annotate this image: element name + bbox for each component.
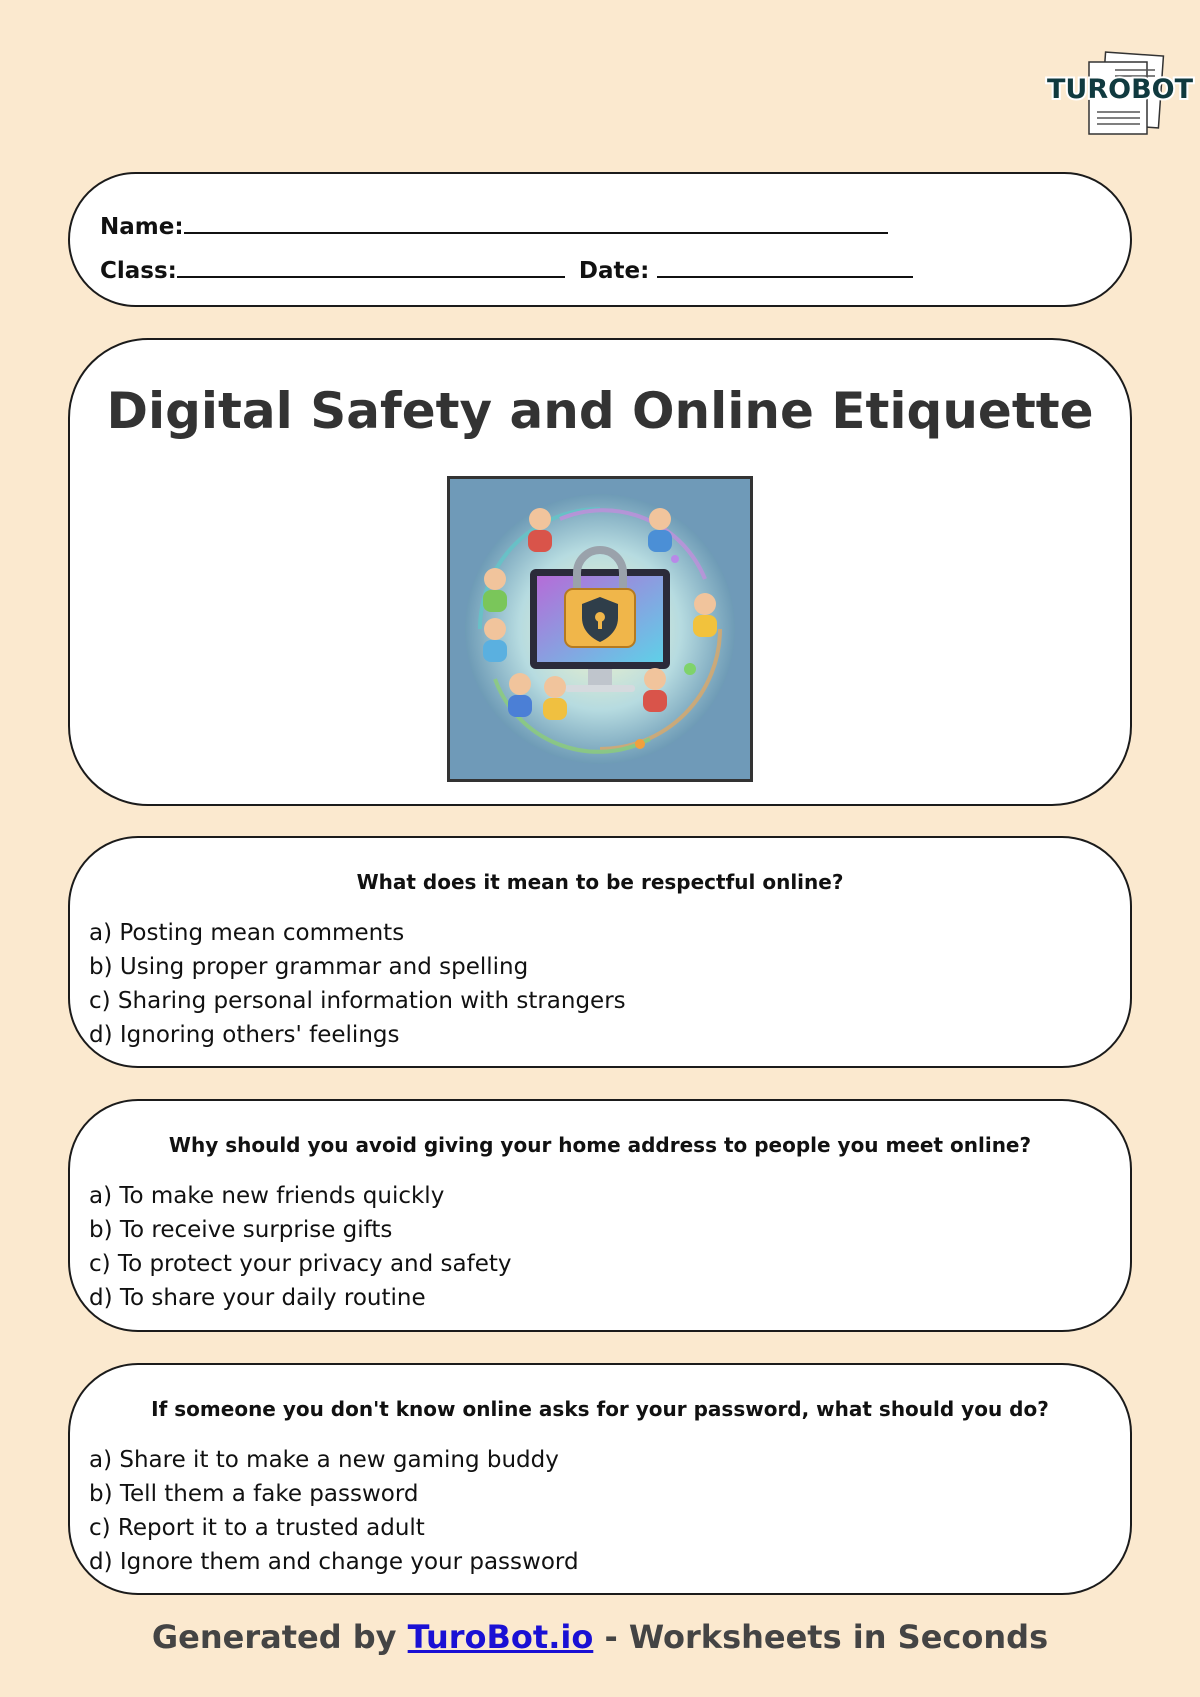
question-card-1	[68, 836, 1132, 1068]
option-a[interactable]: a) Share it to make a new gaming buddy	[89, 1447, 559, 1473]
option-d[interactable]: d) Ignore them and change your password	[89, 1549, 579, 1575]
name-line[interactable]	[184, 210, 888, 234]
worksheet-title: Digital Safety and Online Etiquette	[106, 382, 1094, 440]
footer	[0, 1618, 1200, 1656]
option-b[interactable]: b) Tell them a fake password	[89, 1481, 419, 1507]
question-text: If someone you don't know online asks for your password, what should you do?	[151, 1397, 1049, 1421]
date-label: Date:	[578, 258, 650, 284]
student-info-card	[68, 172, 1132, 307]
option-c[interactable]: c) Report it to a trusted adult	[89, 1515, 425, 1541]
turobot-logo	[1045, 52, 1194, 137]
question-card-2	[68, 1099, 1132, 1332]
option-a[interactable]: a) To make new friends quickly	[89, 1183, 445, 1209]
option-d[interactable]: d) Ignoring others' feelings	[89, 1022, 400, 1048]
option-d[interactable]: d) To share your daily routine	[89, 1285, 426, 1311]
question-text: Why should you avoid giving your home address to people you meet online?	[168, 1133, 1032, 1157]
question-text: What does it mean to be respectful online?	[356, 870, 844, 894]
question-card-3	[68, 1363, 1132, 1595]
padlock-computer-illustration	[447, 476, 753, 782]
footer-prefix: Generated by	[151, 1618, 408, 1656]
option-b[interactable]: b) To receive surprise gifts	[89, 1217, 393, 1243]
class-label: Class:	[100, 258, 177, 284]
turobot-link[interactable]: TuroBot.io	[407, 1618, 594, 1656]
option-c[interactable]: c) To protect your privacy and safety	[89, 1251, 512, 1277]
options-list	[89, 1179, 512, 1315]
option-a[interactable]: a) Posting mean comments	[89, 920, 405, 946]
option-b[interactable]: b) Using proper grammar and spelling	[89, 954, 529, 980]
name-label: Name:	[100, 214, 184, 240]
title-card	[68, 338, 1132, 806]
logo-text: TUROBOT	[1047, 74, 1194, 105]
options-list	[89, 1443, 579, 1579]
class-line[interactable]	[177, 254, 565, 278]
footer-suffix: - Worksheets in Seconds	[593, 1618, 1049, 1656]
options-list	[89, 916, 626, 1052]
option-c[interactable]: c) Sharing personal information with strangers	[89, 988, 626, 1014]
date-line[interactable]	[657, 254, 913, 278]
